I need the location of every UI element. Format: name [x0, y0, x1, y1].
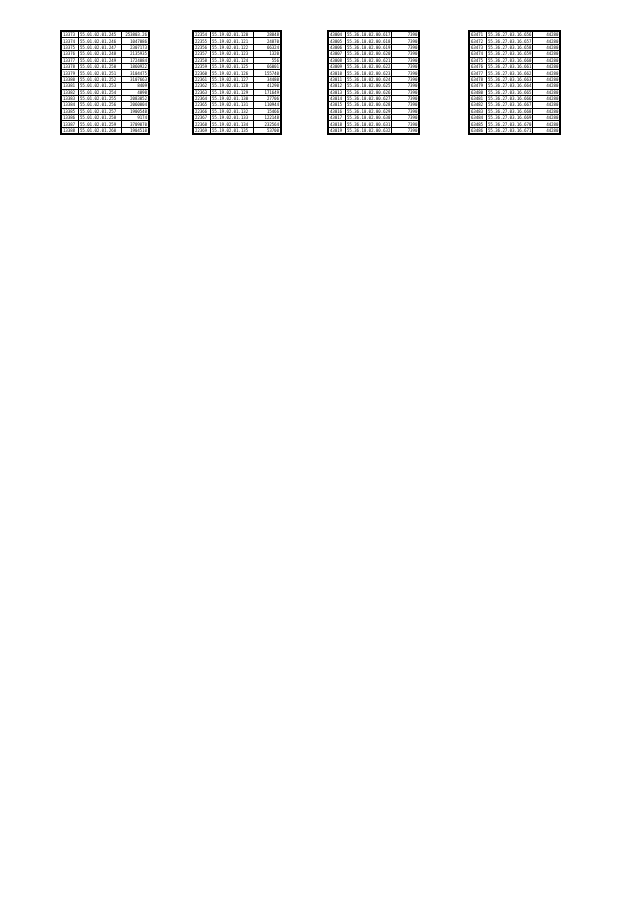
table-row — [329, 127, 419, 133]
table-cell: 13387 — [62, 121, 79, 127]
table-cell: 8409 — [122, 83, 149, 89]
table-cell: 13376 — [62, 51, 79, 57]
table-cell: 55.01.02.01.255 — [79, 95, 122, 101]
table-cell: 63476 — [470, 63, 487, 69]
table-cell: 22357 — [194, 51, 211, 57]
table-cell: 253803.26 — [122, 32, 149, 38]
table-cell: 43013 — [329, 89, 346, 95]
table-cell: 7390 — [392, 127, 419, 133]
table-cell: 55.01.02.01.251 — [79, 70, 122, 76]
table-cell: 22359 — [194, 63, 211, 69]
table-cell: 63484 — [470, 115, 487, 121]
table-cell: 55.01.02.01.248 — [79, 51, 122, 57]
table-row — [62, 38, 149, 44]
table-cell: 44280 — [533, 76, 560, 82]
table-cell: 44280 — [533, 51, 560, 57]
table-cell: 7390 — [392, 115, 419, 121]
table-column-3 — [327, 30, 420, 135]
table-cell: 55.36.27.03.16.668 — [488, 108, 532, 114]
table-row — [62, 51, 149, 57]
table-cell: 55.19.02.01.128 — [211, 83, 254, 89]
table-cell: 13379 — [62, 70, 79, 76]
table-cell: 44280 — [533, 38, 560, 44]
table-cell: 7390 — [392, 44, 419, 50]
table-cell: 7390 — [392, 57, 419, 63]
table-cell: 55.01.02.01.253 — [79, 83, 122, 89]
table-cell: 55.19.02.01.135 — [211, 127, 254, 133]
table-cell: 63486 — [470, 127, 487, 133]
table-cell: 55.36.10.02.00.625 — [347, 83, 391, 89]
table-cell: 44280 — [533, 70, 560, 76]
table-cell: 44280 — [533, 121, 560, 127]
table-cell: 55.01.02.01.247 — [79, 44, 122, 50]
table-cell: 13382 — [62, 89, 79, 95]
table-cell: 34480 — [254, 76, 281, 82]
table-cell: 7390 — [392, 51, 419, 57]
table-cell: 43008 — [329, 57, 346, 63]
table-row — [194, 108, 281, 114]
table-row — [470, 127, 560, 133]
table-cell: 55.19.02.01.124 — [211, 57, 254, 63]
table-row — [194, 38, 281, 44]
table-column-4 — [468, 30, 561, 135]
table-cell: 55.01.02.01.259 — [79, 121, 122, 127]
table-cell: 43015 — [329, 102, 346, 108]
table-cell: 55.36.10.02.00.621 — [347, 57, 391, 63]
table-cell: 63480 — [470, 89, 487, 95]
table-cell: 7390 — [392, 108, 419, 114]
table-cell: 1860922 — [122, 63, 149, 69]
table-cell: 2083052 — [122, 95, 149, 101]
table-cell: 55.36.27.03.16.660 — [488, 57, 532, 63]
table-cell: 13381 — [62, 83, 79, 89]
table-row — [62, 63, 149, 69]
table-cell: 110944 — [254, 102, 281, 108]
table-cell: 55.36.10.02.00.617 — [347, 32, 391, 38]
table-row — [194, 32, 281, 38]
table-cell: 66001 — [254, 63, 281, 69]
table-cell: 43014 — [329, 95, 346, 101]
table-cell: 55.36.27.03.16.662 — [488, 70, 532, 76]
table-cell: 13380 — [62, 76, 79, 82]
table-cell: 55.01.02.01.252 — [79, 76, 122, 82]
table-cell: 66324 — [254, 44, 281, 50]
table-cell: 24870 — [254, 38, 281, 44]
table-row — [194, 70, 281, 76]
table-cell: 55.36.10.02.00.620 — [347, 51, 391, 57]
table-cell: 22363 — [194, 89, 211, 95]
table-cell: 55.01.02.01.245 — [79, 32, 122, 38]
table-cell: 43017 — [329, 115, 346, 121]
table-cell: 53700 — [254, 127, 281, 133]
table-cell: 15466 — [254, 108, 281, 114]
table-cell: 55.19.02.01.129 — [211, 89, 254, 95]
table-cell: 55.19.02.01.121 — [211, 38, 254, 44]
table-row — [62, 57, 149, 63]
table-cell: 13383 — [62, 95, 79, 101]
table-cell: 63474 — [470, 51, 487, 57]
table-cell: 13388 — [62, 127, 79, 133]
table-cell: 55.36.27.03.16.658 — [488, 44, 532, 50]
table-cell: 55.01.02.01.260 — [79, 127, 122, 133]
table-cell: 55.01.02.01.246 — [79, 38, 122, 44]
table-row — [62, 121, 149, 127]
table-cell: 44280 — [533, 32, 560, 38]
table-row — [194, 102, 281, 108]
table-cell: 43009 — [329, 63, 346, 69]
table-cell: 9174 — [122, 115, 149, 121]
table-cell: 43007 — [329, 51, 346, 57]
table-cell: 63479 — [470, 83, 487, 89]
table-cell: 55.36.10.02.00.618 — [347, 38, 391, 44]
table-cell: 55.36.27.03.16.667 — [488, 102, 532, 108]
table-cell: 63482 — [470, 102, 487, 108]
table-cell: 63471 — [470, 32, 487, 38]
table-row — [194, 83, 281, 89]
table-cell: 7390 — [392, 121, 419, 127]
table-cell: 41290 — [254, 83, 281, 89]
table-cell: 2307173 — [122, 44, 149, 50]
table-cell: 7390 — [392, 32, 419, 38]
table-cell: 55.36.10.02.00.631 — [347, 121, 391, 127]
table-cell: 22356 — [194, 44, 211, 50]
table-row — [194, 127, 281, 133]
table-cell: 22368 — [194, 121, 211, 127]
table-cell: 55.19.02.01.123 — [211, 51, 254, 57]
table-cell: 7390 — [392, 89, 419, 95]
table-cell: 1047086 — [122, 38, 149, 44]
table-cell: 55.01.02.01.256 — [79, 102, 122, 108]
table-row — [62, 95, 149, 101]
table-cell: 55.01.02.01.250 — [79, 63, 122, 69]
table-cell: 55.19.02.01.125 — [211, 63, 254, 69]
table-cell: 63483 — [470, 108, 487, 114]
table-cell: 13386 — [62, 115, 79, 121]
table-cell: 44280 — [533, 44, 560, 50]
table-cell: 7390 — [392, 76, 419, 82]
table-cell: 13378 — [62, 63, 79, 69]
table-cell: 13374 — [62, 38, 79, 44]
table-cell: 55.36.10.02.00.626 — [347, 89, 391, 95]
table-cell: 44280 — [533, 83, 560, 89]
table-cell: 55.36.27.03.16.665 — [488, 89, 532, 95]
table-cell: 4090 — [122, 89, 149, 95]
table-cell: 556 — [254, 57, 281, 63]
table-cell: 13373 — [62, 32, 79, 38]
table-cell: 44280 — [533, 115, 560, 121]
table-cell: 55.36.10.02.00.619 — [347, 44, 391, 50]
table-cell: 7390 — [392, 95, 419, 101]
table-cell: 55.36.27.03.16.661 — [488, 64, 532, 70]
table-cell: 44280 — [533, 95, 560, 101]
table-cell: 22369 — [194, 127, 211, 133]
table-cell: 44280 — [533, 89, 560, 95]
table-cell: 44280 — [533, 108, 560, 114]
table-cell: 55.19.02.01.120 — [211, 32, 254, 38]
table-cell: 55.36.27.03.16.666 — [488, 96, 532, 102]
table-cell: 1900540 — [122, 108, 149, 114]
table-cell: 2060004 — [122, 102, 149, 108]
table-row — [194, 115, 281, 121]
table-column-1 — [60, 30, 150, 135]
table-cell: 63473 — [470, 44, 487, 50]
table-cell: 55.19.02.01.133 — [211, 115, 254, 121]
table-cell: 232564 — [254, 121, 281, 127]
table-cell: 55.36.27.03.16.669 — [488, 115, 532, 121]
table-cell: 55.19.02.01.126 — [211, 70, 254, 76]
table-cell: 43006 — [329, 44, 346, 50]
table-row — [62, 44, 149, 50]
table-cell: 55.36.10.02.00.629 — [347, 108, 391, 114]
table-cell: 122148 — [254, 115, 281, 121]
table-cell: 7390 — [392, 83, 419, 89]
table-cell: 55.01.02.01.258 — [79, 115, 122, 121]
table-cell: 22360 — [194, 70, 211, 76]
table-cell: 22366 — [194, 108, 211, 114]
table-cell: 63472 — [470, 38, 487, 44]
table-cell: 171649 — [254, 89, 281, 95]
table-cell: 7390 — [392, 102, 419, 108]
table-cell: 55.19.02.01.132 — [211, 108, 254, 114]
table-cell: 55.19.02.01.131 — [211, 102, 254, 108]
table-cell: 22367 — [194, 115, 211, 121]
table-cell: 44280 — [533, 63, 560, 69]
table-cell: 43019 — [329, 127, 346, 133]
table-row — [194, 95, 281, 101]
table-cell: 43004 — [329, 32, 346, 38]
table-cell: 55.01.02.01.249 — [79, 57, 122, 63]
table-cell: 13377 — [62, 57, 79, 63]
table-cell: 63477 — [470, 70, 487, 76]
table-cell: 55.36.27.03.16.657 — [488, 38, 532, 44]
table-cell: 55.36.27.03.16.671 — [488, 128, 532, 134]
table-cell: 43011 — [329, 76, 346, 82]
table-row — [62, 127, 149, 133]
table-row — [194, 89, 281, 95]
table-cell: 3104475 — [122, 70, 149, 76]
table-row — [62, 70, 149, 76]
table-cell: 22364 — [194, 95, 211, 101]
table-cell: 44280 — [533, 102, 560, 108]
table-cell: 28848 — [254, 32, 281, 38]
table-cell: 44280 — [533, 57, 560, 63]
table-cell: 55.36.10.02.00.624 — [347, 76, 391, 82]
table-cell: 55.36.10.02.00.630 — [347, 115, 391, 121]
table-column-2 — [192, 30, 282, 135]
table-cell: 55.36.27.03.16.663 — [488, 76, 532, 82]
table-cell: 55.36.10.02.00.628 — [347, 102, 391, 108]
table-cell: 55.36.10.02.00.632 — [347, 128, 391, 134]
table-row — [194, 121, 281, 127]
table-cell: 1724084 — [122, 57, 149, 63]
table-row — [194, 76, 281, 82]
table-cell: 43018 — [329, 121, 346, 127]
table-cell: 22362 — [194, 83, 211, 89]
table-cell: 55.36.27.03.16.670 — [488, 121, 532, 127]
table-cell: 55.19.02.01.122 — [211, 44, 254, 50]
table-cell: 55.36.10.02.00.627 — [347, 96, 391, 102]
table-cell: 43016 — [329, 108, 346, 114]
table-cell: 13385 — [62, 108, 79, 114]
table-cell: 22354 — [194, 32, 211, 38]
table-cell: 1904510 — [122, 127, 149, 133]
table-row — [62, 108, 149, 114]
table-cell: 44280 — [533, 127, 560, 133]
table-cell: 55.19.02.01.127 — [211, 76, 254, 82]
table-row — [194, 44, 281, 50]
table-cell: 7390 — [392, 38, 419, 44]
table-cell: 3107663 — [122, 76, 149, 82]
table-cell: 7390 — [392, 63, 419, 69]
table-cell: 55.19.02.01.130 — [211, 95, 254, 101]
table-cell: 63481 — [470, 95, 487, 101]
table-cell: 43010 — [329, 70, 346, 76]
table-cell: 3709070 — [122, 121, 149, 127]
table-cell: 43012 — [329, 83, 346, 89]
table-cell: 27706 — [254, 95, 281, 101]
table-cell: 22365 — [194, 102, 211, 108]
table-cell: 43005 — [329, 38, 346, 44]
table-cell: 63478 — [470, 76, 487, 82]
table-cell: 13384 — [62, 102, 79, 108]
table-cell: 155740 — [254, 70, 281, 76]
table-cell: 22355 — [194, 38, 211, 44]
table-cell: 55.19.02.01.134 — [211, 121, 254, 127]
table-row — [62, 32, 149, 38]
table-row — [62, 102, 149, 108]
table-cell: 55.01.02.01.254 — [79, 89, 122, 95]
table-cell: 7390 — [392, 70, 419, 76]
table-cell: 55.01.02.01.257 — [79, 108, 122, 114]
table-row — [194, 63, 281, 69]
table-row — [62, 76, 149, 82]
table-cell: 63485 — [470, 121, 487, 127]
table-cell: 22361 — [194, 76, 211, 82]
table-cell: 22358 — [194, 57, 211, 63]
table-cell: 55.36.27.03.16.656 — [488, 32, 532, 38]
table-cell: 1320 — [254, 51, 281, 57]
table-cell: 55.36.10.02.00.622 — [347, 64, 391, 70]
table-cell: 2135935 — [122, 51, 149, 57]
table-cell: 55.36.27.03.16.664 — [488, 83, 532, 89]
table-cell: 63475 — [470, 57, 487, 63]
table-cell: 55.36.10.02.00.623 — [347, 70, 391, 76]
table-cell: 13375 — [62, 44, 79, 50]
table-cell: 55.36.27.03.16.659 — [488, 51, 532, 57]
